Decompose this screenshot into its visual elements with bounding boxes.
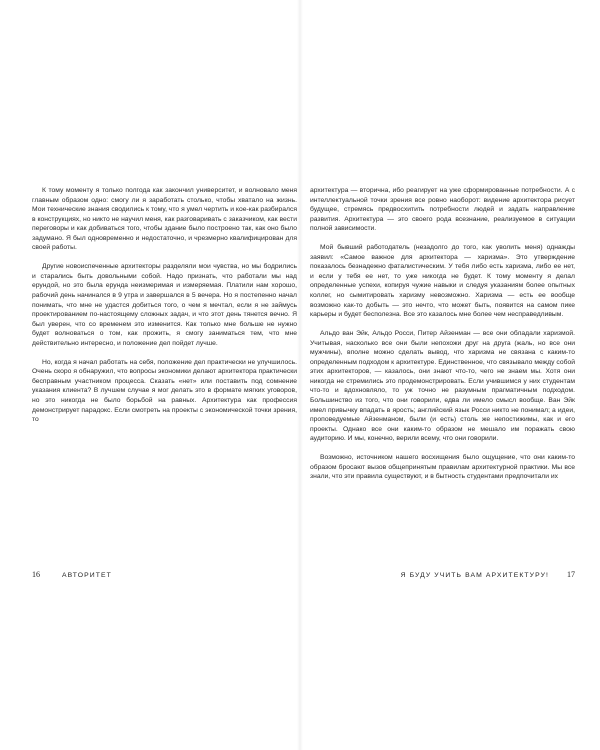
left-paragraph-3: Но, когда я начал работать на себя, положение дел практически не улучшилось. Очень скоро я обнаружил, что вопросы экономики делают архитектора практически бесправным участником процесса. Сказать «нет» или поставить под сомнение указания клиента? В лучшем случае я мог делать это в формате мягких уговоров, но это никогда не было борьбой на равных. Архитектура как профессия демонстрирует парадокс. Если смотреть на проекты с экономической точки зрения, то [32,358,297,424]
right-paragraph-1: архитектура — вторична, ибо реагирует на уже сформированные потребности. А с интеллектуальной точки зрения все ровно наоборот: видение архитектора рисует будущее, стремясь предвосхитить потребности людей и задать направление развития. Архитектура — это своего рода всезнание, реализуемое в ситуации полной зависимости. [310,187,575,233]
left-running-head: АВТОРИТЕТ [62,572,112,579]
left-paragraph-1: К тому моменту я только полгода как закончил университет, и волновало меня главным образом одно: смогу ли я заработать столько, чтобы хватало на жизнь. Мои технические знания сводились к тому, что я умел чертить и кое-как разбирался в конструкциях, но никто не научил меня, как разговаривать с заказчиком, как вести переговоры и как добиваться того, чтобы здание было построено так, как оно было задумано. Я был одновременно и недостаточно, и чрезмерно квалифицирован для своей работы. [32,187,297,252]
right-page [310,186,575,492]
right-paragraph-2: Мой бывший работодатель (незадолго до того, как уволить меня) однажды заявил: «Самое важное для архитектора — харизма». Это утверждение показалось безнадежно фаталистическим. У тебя либо есть харизма, либо ее нет, и если у тебя ее нет, то уже никогда не будет. К тому моменту я делал определенные успехи, копируя чужие навыки и следуя указаниям более опытных коллег, но сымитировать харизму невозможно. Харизма — есть ее вообще возможно как-то добыть — это нечто, что может быть, появится на самом пике карьеры и будет бесполезна. Все это казалось мне более чем несправедливым. [310,244,575,319]
left-paragraph-2: Другие новоиспеченные архитекторы разделяли мои чувства, но мы бодрились и старались быть довольными собой. Надо признать, что работали мы над ерундой, но это была ерунда неизмеримая и измеряемая. Платили нам хорошо, рабочий день начинался в 9 утра и завершался в 5 вечера. Но я постепенно начал понимать, что мне не удастся добиться того, о чем я мечтал, если я не займусь проектированием по-настоящему сложных задач, и что этот день тянется вечно. Я был уверен, что со временем это изменится. Как только мне больше не нужно будет волноваться о том, как прожить, я смогу заниматься тем, что мне действительно интересно, и положение дел пойдет лучше. [32,263,297,347]
right-page-number: 17 [567,570,575,579]
left-page [32,186,297,434]
right-paragraph-3: Альдо ван Эйк, Альдо Росси, Питер Айзенман — все они обладали харизмой. Учитывая, насколько все они были непохожи друг на друга (жаль, но все они мужчины), вполне можно сделать вывод, что харизма не связана с каким-то определенным подходом к архитектуре. Единственное, что связывало между собой этих архитекторов, — казалось, они знают что-то, чего не знаем мы. Хотя они никогда не стремились это продемонстрировать. Если учившимся у них студентам что-то и вдохновляло, то уж точно не разумным прагматичным подходом. Большинство из того, что они говорили, едва ли имело смысл вообще. Ван Эйк имел привычку впадать в ярость; английский язык Росси никто не понимал; а идеи, проповедуемые Айзенманом, были (и есть) столь же непостижимы, как и его проекты. Однако все они каким-то образом не мешало им поражать свою аудиторию. И мы, конечно, верили всему, что они говорили. [310,330,575,443]
left-page-footer [32,570,112,579]
right-running-head: Я БУДУ УЧИТЬ ВАМ АРХИТЕКТУРУ! [400,572,549,579]
right-paragraph-4: Возможно, источником нашего восхищения было ощущение, что они каким-то образом бросают вызов общепринятым правилам архитектурной практики. Мы все знали, что эти правила существуют, и в бытность студентами предпочитали их [310,454,575,481]
right-page-body [310,186,575,482]
left-page-number: 16 [32,570,40,579]
book-gutter [297,0,303,750]
left-page-body [32,186,297,425]
right-page-footer [310,570,575,579]
